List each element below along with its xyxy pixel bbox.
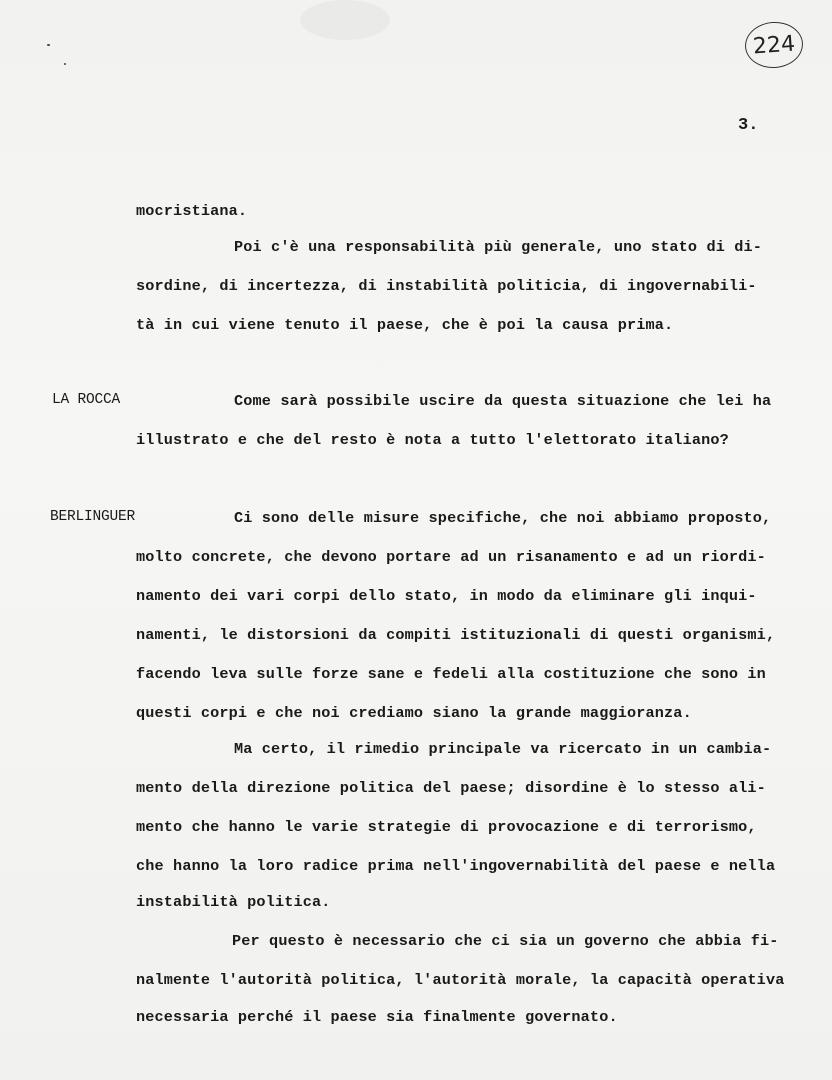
speaker-label: LA ROCCA	[52, 392, 121, 408]
text-line: namenti, le distorsioni da compiti istituzionali di questi organismi,	[136, 626, 776, 644]
text-line: Per questo è necessario che ci sia un governo che abbia fi-	[232, 932, 779, 950]
text-line: tà in cui viene tenuto il paese, che è poi la causa prima.	[136, 316, 674, 334]
ink-speck	[47, 44, 50, 46]
text-line: Ma certo, il rimedio principale va ricercato in un cambia-	[234, 740, 772, 758]
text-line: questi corpi e che noi crediamo siano la grande maggioranza.	[136, 704, 692, 722]
ink-speck	[64, 63, 66, 65]
speaker-label: BERLINGUER	[50, 509, 136, 525]
text-line: che hanno la loro radice prima nell'ingovernabilità del paese e nella	[136, 857, 776, 875]
text-line: Come sarà possibile uscire da questa situazione che lei ha	[234, 392, 772, 410]
text-line: namento dei vari corpi dello stato, in modo da eliminare gli inqui-	[136, 587, 757, 605]
text-line: molto concrete, che devono portare ad un risanamento e ad un riordi-	[136, 548, 766, 566]
text-line: necessaria perché il paese sia finalmente governato.	[136, 1008, 618, 1026]
text-line: illustrato e che del resto è nota a tutto l'elettorato italiano?	[136, 431, 729, 449]
text-line: Ci sono delle misure specifiche, che noi abbiamo proposto,	[234, 509, 772, 527]
text-line: mento della direzione politica del paese; disordine è lo stesso ali-	[136, 779, 766, 797]
scan-smudge	[300, 0, 390, 40]
page-number: 3.	[738, 116, 759, 135]
text-line: nalmente l'autorità politica, l'autorità morale, la capacità operativa	[136, 971, 785, 989]
archive-number: 224	[743, 20, 804, 70]
text-line: sordine, di incertezza, di instabilità politicia, di ingovernabili-	[136, 277, 757, 295]
text-line: facendo leva sulle forze sane e fedeli alla costituzione che sono in	[136, 665, 766, 683]
text-line: instabilità politica.	[136, 893, 331, 911]
text-line: mocristiana.	[136, 202, 248, 220]
text-line: mento che hanno le varie strategie di provocazione e di terrorismo,	[136, 818, 757, 836]
text-line: Poi c'è una responsabilità più generale, uno stato di di-	[234, 238, 763, 256]
